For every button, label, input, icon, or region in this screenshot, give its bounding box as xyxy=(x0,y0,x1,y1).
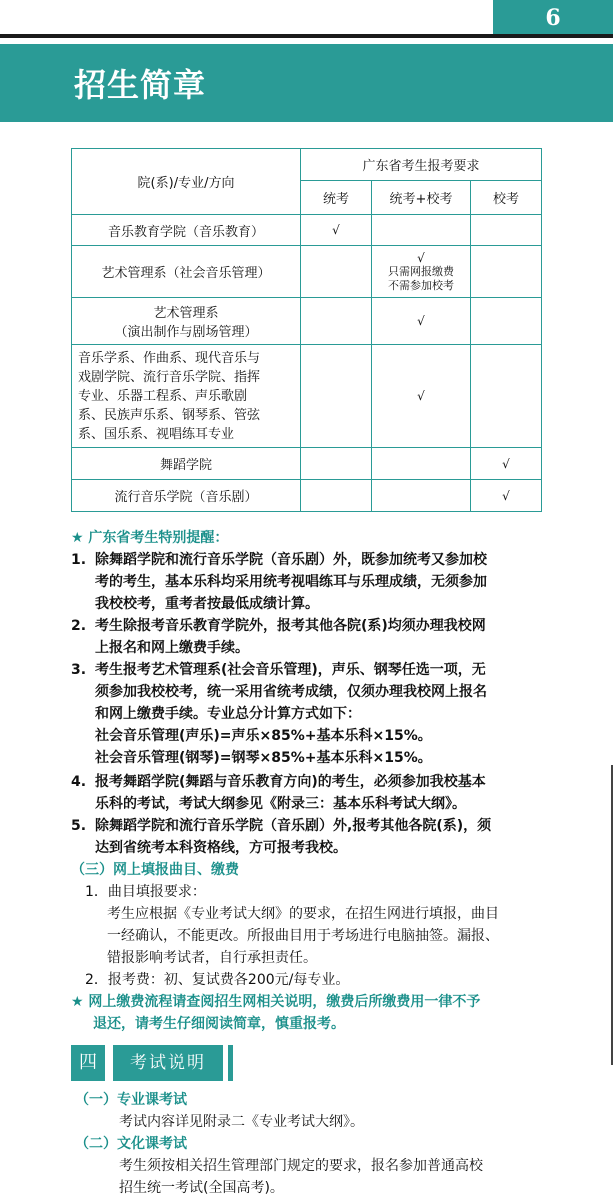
section4-title: 考试说明 xyxy=(113,1045,223,1081)
major-line: 专业、乐器工程系、声乐歌剧 xyxy=(78,388,248,404)
table-header-tongkao: 统考 xyxy=(301,181,372,215)
item-number: 3. xyxy=(71,662,87,678)
check-mark: √ xyxy=(301,215,372,246)
table-cell xyxy=(301,298,372,345)
section4-sub2-line: 考生须按相关招生管理部门规定的要求，报名参加普通高校 xyxy=(119,1158,483,1174)
major-line: 艺术管理系 xyxy=(153,306,219,321)
item-line: 除舞蹈学院和流行音乐学院（音乐剧）外，既参加统考又参加校 xyxy=(95,552,487,568)
reminder-title: ★ 广东省考生特别提醒： xyxy=(71,530,229,546)
table-cell xyxy=(301,345,372,448)
item-number: 4. xyxy=(71,774,87,790)
check-mark: √ xyxy=(471,448,542,480)
major-line: 系、民族声乐系、钢琴系、管弦 xyxy=(78,407,261,423)
table-cell-major: 流行音乐学院（音乐剧） xyxy=(72,480,301,512)
table-cell-major xyxy=(72,345,301,448)
table-cell xyxy=(471,246,542,298)
table-header-major: 院(系)/专业/方向 xyxy=(72,149,301,215)
table-cell xyxy=(372,480,471,512)
table-header-group: 广东省考生报考要求 xyxy=(301,149,542,181)
item-number: 5. xyxy=(71,818,87,834)
table-cell-major xyxy=(72,298,301,345)
check-mark: √ xyxy=(372,298,471,345)
section4-sub1-text: 考试内容详见附录二《专业考试大纲》。 xyxy=(119,1114,364,1130)
section3-item2: 2．报考费：初、复试费各200元/每专业。 xyxy=(85,972,350,988)
table-header-tongkao-xiaokao: 统考+校考 xyxy=(372,181,471,215)
item-line: 考的考生，基本乐科均采用统考视唱练耳与乐理成绩，无须参加 xyxy=(95,574,487,590)
table-cell-note xyxy=(372,246,471,298)
table-cell-major: 音乐教育学院（音乐教育） xyxy=(72,215,301,246)
table-cell-major: 艺术管理系（社会音乐管理） xyxy=(72,246,301,298)
table-row xyxy=(72,215,542,246)
section4-sub2-line: 招生统一考试(全国高考)。 xyxy=(119,1180,284,1196)
item-line: 乐科的考试，考试大纲参见《附录三：基本乐科考试大纲》。 xyxy=(95,796,466,812)
table-cell-major: 舞蹈学院 xyxy=(72,448,301,480)
check-mark: √ xyxy=(372,345,471,448)
table-cell xyxy=(301,480,372,512)
table-row xyxy=(72,345,542,448)
table-row xyxy=(72,480,542,512)
item-line: 我校校考，重考者按最低成绩计算。 xyxy=(95,596,319,612)
table-header-xiaokao: 校考 xyxy=(471,181,542,215)
major-line: 戏剧学院、流行音乐学院、指挥 xyxy=(78,369,261,385)
notice-line: ★ 网上缴费流程请查阅招生网相关说明，缴费后所缴费用一律不予 xyxy=(71,994,481,1010)
check-mark: √ xyxy=(471,480,542,512)
section3-line: 考生应根据《专业考试大纲》的要求，在招生网进行填报，曲目 xyxy=(107,906,499,922)
note-line: 不需参加校考 xyxy=(388,278,454,292)
item-line: 考生报考艺术管理系(社会音乐管理)，声乐、钢琴任选一项，无 xyxy=(95,662,486,678)
item-line: 社会音乐管理(钢琴)=钢琴×85%+基本乐科×15%。 xyxy=(95,750,432,766)
table-row xyxy=(72,246,542,298)
section4-sub1-title: （一）专业课考试 xyxy=(75,1092,187,1108)
table-cell xyxy=(301,448,372,480)
table-cell xyxy=(471,298,542,345)
title-banner xyxy=(0,44,613,122)
item-line: 报考舞蹈学院(舞蹈与音乐教育方向)的考生，必须参加我校基本 xyxy=(95,774,486,790)
table-cell xyxy=(471,345,542,448)
major-line: 系、国乐系、视唱练耳专业 xyxy=(78,426,235,442)
item-line: 考生除报考音乐教育学院外，报考其他各院(系)均须办理我校网 xyxy=(95,618,486,634)
table-row xyxy=(72,298,542,345)
item-line: 须参加我校校考，统一采用省统考成绩，仅须办理我校网上报名 xyxy=(95,684,487,700)
major-line: 音乐学系、作曲系、现代音乐与 xyxy=(78,350,261,366)
table-row xyxy=(72,448,542,480)
section4-accent-bar xyxy=(228,1045,233,1081)
section3-line: 错报影响考试者，自行承担责任。 xyxy=(107,950,317,966)
item-line: 社会音乐管理(声乐)=声乐×85%+基本乐科×15%。 xyxy=(95,728,432,744)
section3-title: （三）网上填报曲目、缴费 xyxy=(71,862,239,878)
section3-line: 一经确认，不能更改。所报曲目用于考场进行电脑抽签。漏报、 xyxy=(107,928,499,944)
notice-line: 退还，请考生仔细阅读简章，慎重报考。 xyxy=(93,1016,345,1032)
item-line: 上报名和网上缴费手续。 xyxy=(95,640,249,656)
section3-item1-title: 1．曲目填报要求： xyxy=(85,884,206,900)
item-number: 1. xyxy=(71,552,87,568)
section4-sub2-title: （二）文化课考试 xyxy=(75,1136,187,1152)
page-number: 6 xyxy=(493,0,613,34)
page-title: 招生简章 xyxy=(74,66,207,104)
table-cell xyxy=(372,215,471,246)
requirements-table xyxy=(71,148,542,512)
item-line: 除舞蹈学院和流行音乐学院（音乐剧）外,报考其他各院(系)，须 xyxy=(95,818,492,834)
top-divider xyxy=(0,34,613,38)
item-number: 2. xyxy=(71,618,87,634)
table-cell xyxy=(372,448,471,480)
check-mark: √ xyxy=(417,250,425,265)
item-line: 达到省统考本科资格线，方可报考我校。 xyxy=(95,840,347,856)
item-line: 和网上缴费手续。专业总分计算方式如下： xyxy=(95,706,361,722)
table-cell xyxy=(471,215,542,246)
section4-number: 四 xyxy=(71,1045,105,1081)
major-line: （演出制作与剧场管理） xyxy=(114,325,258,340)
note-line: 只需网报缴费 xyxy=(388,264,454,278)
table-cell xyxy=(301,246,372,298)
